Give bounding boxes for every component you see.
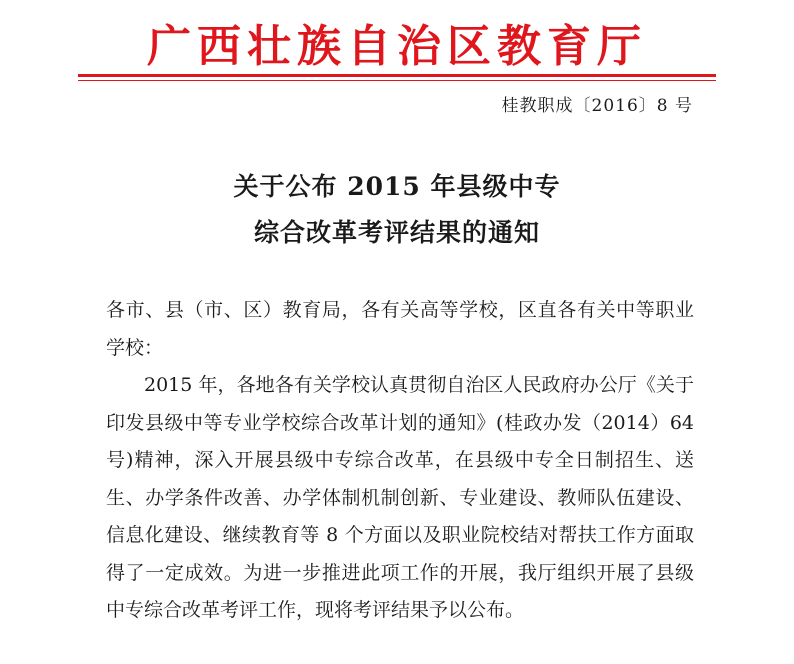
document-number: 桂教职成〔2016〕8 号: [501, 96, 693, 116]
body-paragraph: 2015 年，各地各有关学校认真贯彻自治区人民政府办公厅《关于印发县级中等专业学校综合改革计划的通知》(桂政办发（2014）64 号)精神，深入开展县级中专综合改革，在县级中专全日制招生、送生、办学条件改善、办学体制机制创新、专业建设、教师队伍建设、信息化建设、继续教育等 8 个方面以及职业院校结对帮扶工作方面取得了一定成效。为进一步推进此项工作的开展，我厅组织开展了县级中专综合改革考评工作，现将考评结果予以公布。: [106, 374, 694, 621]
header-red-rule: [78, 74, 716, 77]
salutation: 各市、县（市、区）教育局，各有关高等学校，区直各有关中等职业学校：: [106, 299, 694, 359]
document-body: [106, 292, 694, 630]
header-red-thin-rule: [78, 80, 716, 81]
document-title-line-2: 综合改革考评结果的通知: [253, 218, 540, 247]
document-title-line-1: 关于公布 2015 年县级中专: [233, 172, 561, 201]
issuing-authority-title: 广西壮族自治区教育厅: [147, 21, 647, 72]
